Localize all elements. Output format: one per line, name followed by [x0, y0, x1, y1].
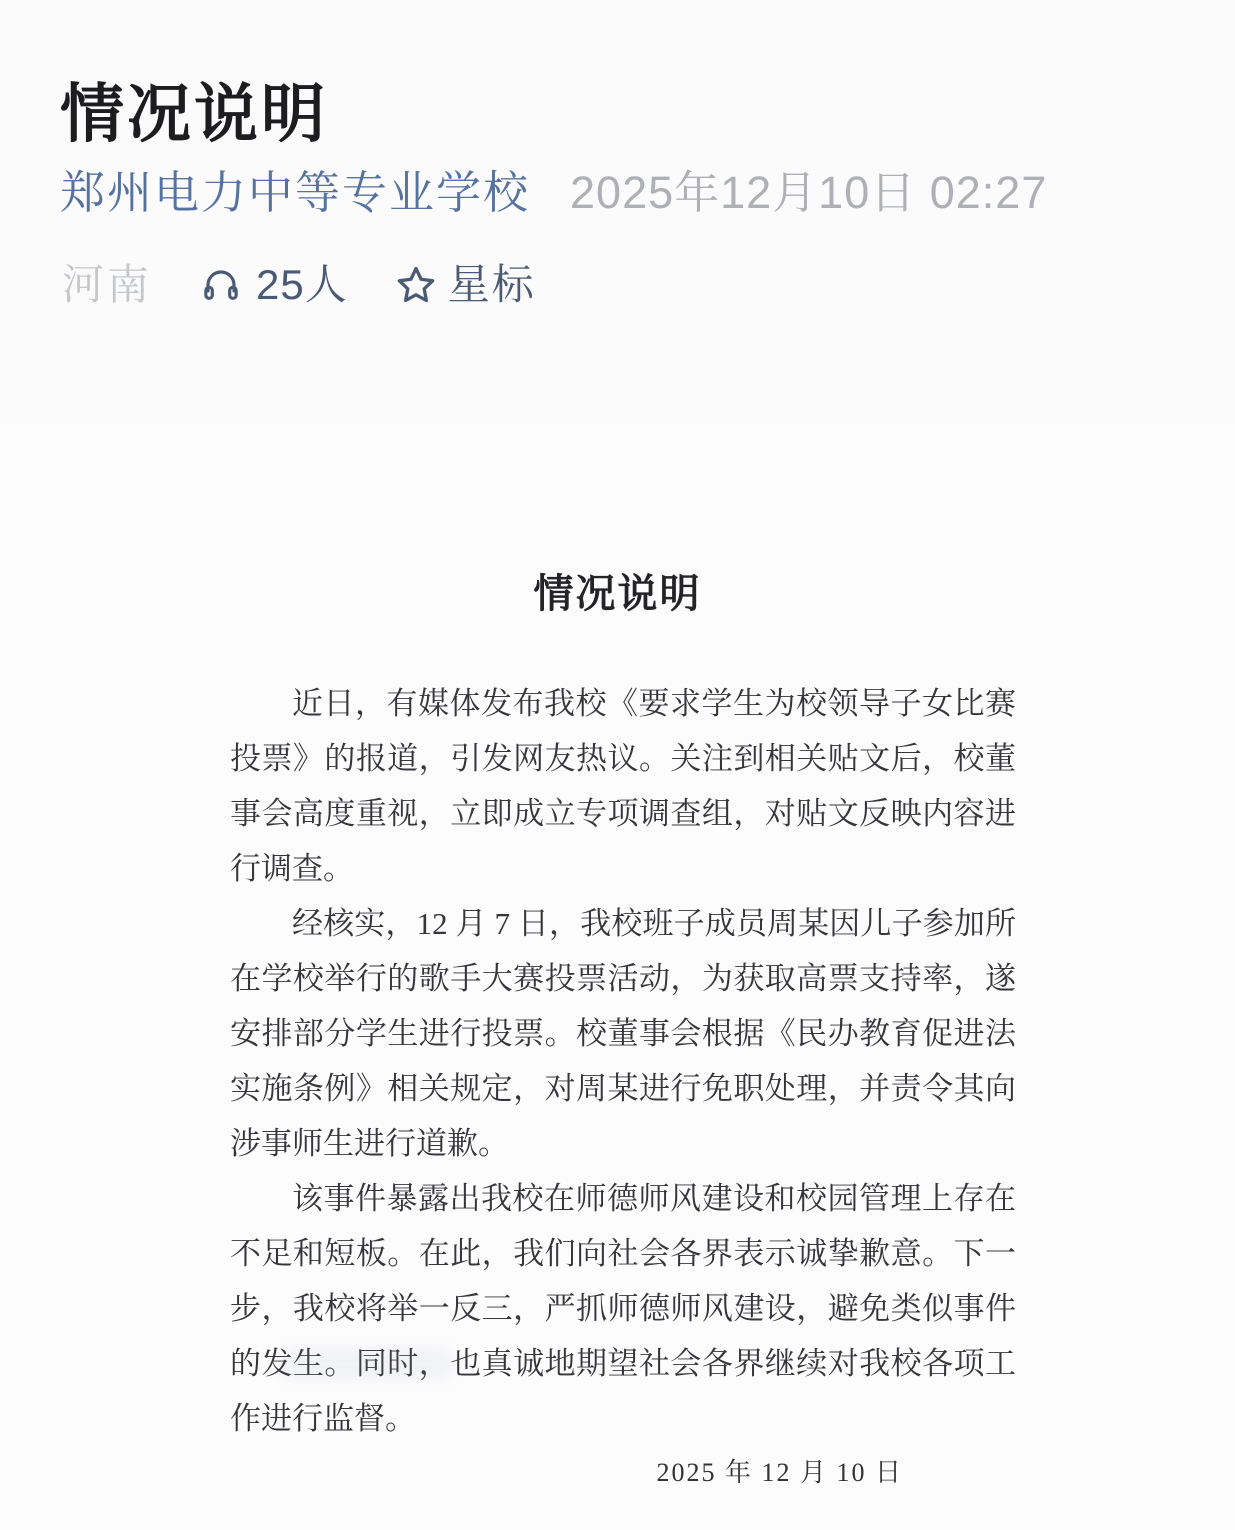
post-meta-row — [60, 168, 1047, 218]
source-account-link[interactable]: 郑州电力中等专业学校 — [60, 167, 531, 218]
statement-paragraph: 经核实，12 月 7 日，我校班子成员周某因儿子参加所在学校举行的歌手大赛投票活动，为获取高票支持率，遂安排部分学生进行投票。校董事会根据《民办教育促进法实施条例》相关规定，对周某进行免职处理，并责令其向涉事师生进行道歉。 — [230, 906, 1016, 1161]
headphones-icon — [200, 265, 242, 305]
listeners-count: 25人 — [256, 261, 348, 308]
statement-title: 情况说明 — [533, 572, 702, 616]
statement-paragraph: 该事件暴露出我校在师德师风建设和校园管理上存在不足和短板。在此，我们向社会各界表示诚挚歉意。下一步，我校将举一反三，严抓师德师风建设，避免类似事件的发生。同时，也真诚地期望社会各界继续对我校各项工作进行监督。 — [230, 1181, 1016, 1436]
star-button[interactable] — [394, 262, 536, 308]
statement-paragraph: 近日，有媒体发布我校《要求学生为校领导子女比赛投票》的报道，引发网友热议。关注到相关贴文后，校董事会高度重视，立即成立专项调查组，对贴文反映内容进行调查。 — [230, 686, 1016, 886]
location-label: 河南 — [62, 261, 153, 308]
statement-date: 2025 年 12 月 10 日 — [656, 1458, 903, 1487]
star-icon — [394, 264, 438, 306]
listeners-button[interactable] — [200, 262, 348, 308]
star-label: 星标 — [447, 261, 536, 308]
page-title: 情况说明 — [60, 77, 328, 150]
statement-image[interactable] — [0, 420, 1235, 1530]
post-submeta-row — [62, 262, 536, 308]
post-datetime: 2025年12月10日 02:27 — [570, 167, 1048, 218]
faint-smudge — [278, 1348, 453, 1380]
statement-body — [230, 676, 1016, 1446]
